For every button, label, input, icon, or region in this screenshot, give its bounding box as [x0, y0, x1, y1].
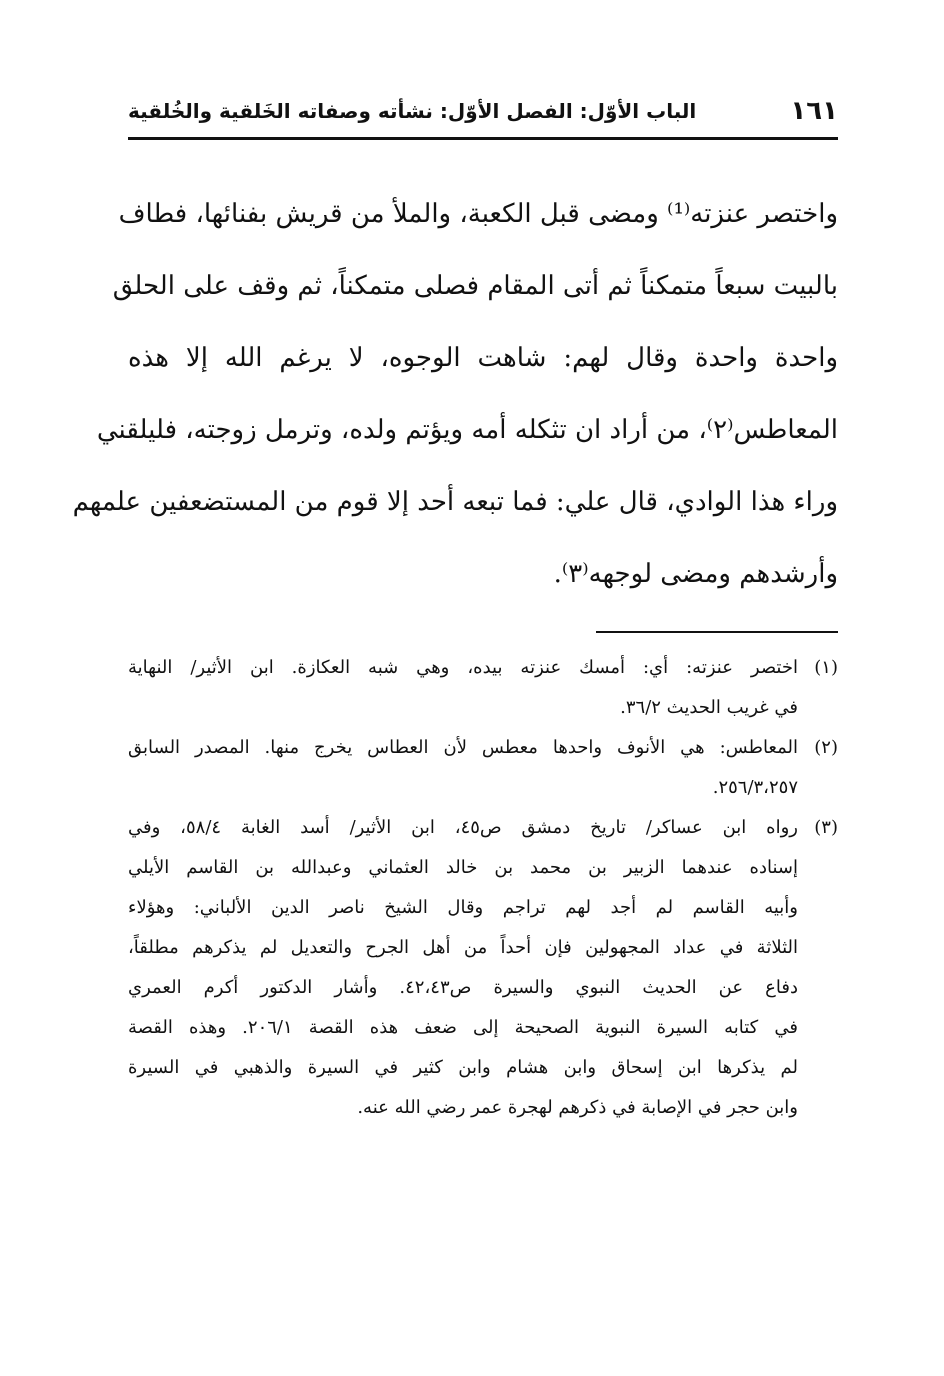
- footnote-divider: [596, 631, 838, 633]
- footnote-body: [128, 808, 798, 1128]
- text-line: وراء هذا الوادي، قال علي: فما تبعه أحد إلا قوم من المستضعفين علمهم: [72, 487, 838, 517]
- footnote-line: دفاع عن الحديث النبوي والسيرة ص٤٢،٤٣. وأشار الدكتور أكرم العمري: [128, 977, 798, 998]
- main-text: [72, 178, 838, 610]
- footnote-line: في كتابه السيرة النبوية الصحيحة إلى ضعف هذه القصة ٢٠٦/١. وهذه القصة: [128, 1017, 798, 1038]
- footnote-3: [128, 808, 838, 1128]
- footnote-1: [128, 648, 838, 728]
- footnote-body: [128, 728, 798, 808]
- footnote-line: ٢٥٦/٣،٢٥٧.: [712, 777, 798, 798]
- footnote-line: اختصر عنزته: أي: أمسك عنزته بيده، وهي شبه العكازة. ابن الأثير/ النهاية: [128, 657, 798, 678]
- footnote-line: وأبيه القاسم لم أجد لهم تراجم وقال الشيخ ناصر الدين الألباني: وهؤلاء: [128, 897, 798, 918]
- header-divider: [128, 137, 838, 140]
- text-line: بالبيت سبعاً متمكناً ثم أتى المقام فصلى متمكناً، ثم وقف على الحلق: [112, 271, 838, 301]
- chapter-title: الباب الأوّل: الفصل الأوّل: نشأته وصفاته الخَلقية والخُلقية: [128, 99, 697, 123]
- footnote-line: المعاطس: هي الأنوف واحدها معطس لأن العطاس يخرج منها. المصدر السابق: [128, 737, 798, 758]
- footnote-line: الثلاثة في عداد المجهولين فإن أحداً من أهل الجرح والتعديل لم يذكرهم مطلقاً،: [128, 937, 798, 958]
- footnote-line: لم يذكرها ابن إسحاق وابن هشام وابن كثير في السيرة والذهبي في السيرة: [128, 1057, 798, 1078]
- text-line: وأرشدهم ومضى لوجهه⁽٣⁾.: [553, 559, 838, 589]
- footnote-line: إسناده عندهما الزبير بن محمد بن خالد العثماني وعبدالله بن القاسم الأيلي: [128, 857, 798, 878]
- page-number: ١٦١: [790, 96, 838, 126]
- footnotes: [128, 648, 838, 1128]
- text-line: المعاطس⁽٢⁾، من أراد ان تثكله أمه ويؤتم ولده، وترمل زوجته، فليلقني: [96, 415, 838, 445]
- footnote-marker: (٢): [814, 737, 838, 758]
- running-header: [128, 92, 838, 136]
- footnote-2: [128, 728, 838, 808]
- footnote-line: وابن حجر في الإصابة في ذكرهم لهجرة عمر رضي الله عنه.: [357, 1097, 798, 1118]
- footnote-marker: (١): [814, 657, 838, 678]
- footnote-marker: (٣): [814, 817, 838, 838]
- footnote-line: رواه ابن عساكر/ تاريخ دمشق ص٤٥، ابن الأثير/ أسد الغابة ٥٨/٤، وفي: [128, 817, 798, 838]
- text-line: واحدة واحدة وقال لهم: شاهت الوجوه، لا يرغم الله إلا هذه: [128, 343, 838, 373]
- text-line: واختصر عنزته⁽¹⁾ ومضى قبل الكعبة، والملأ من قريش بفنائها، فطاف: [118, 199, 838, 229]
- footnote-body: [128, 648, 798, 728]
- footnote-line: في غريب الحديث ٣٦/٢.: [620, 697, 798, 718]
